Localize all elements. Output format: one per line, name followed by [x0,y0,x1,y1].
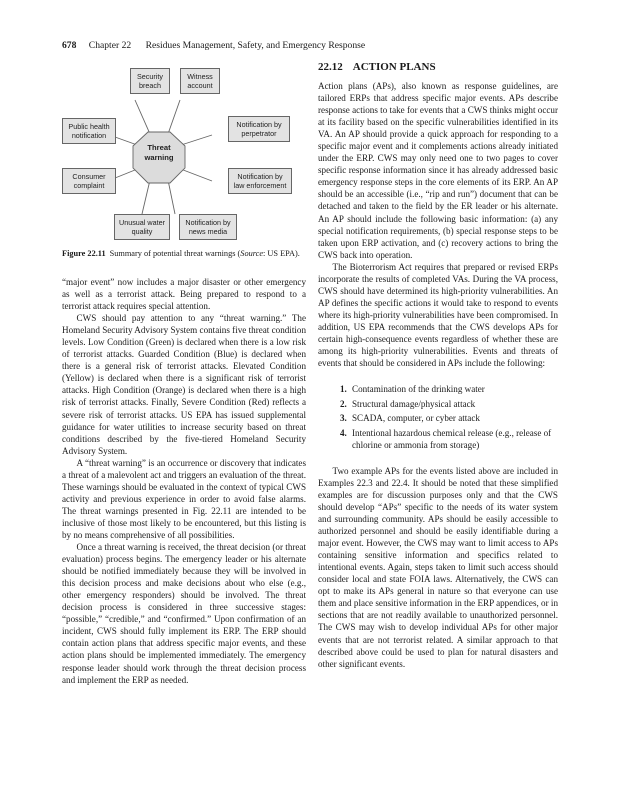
node-unusual-water-quality: Unusual water quality [114,214,170,240]
caption-label: Figure 22.11 [62,249,106,258]
node-witness-account: Witness account [180,68,220,94]
event-list [318,383,558,451]
paragraph: A “threat warning” is an occurrence or discovery that indicates a threat of a malevolent act and triggers an evaluation of the threat. These warnings should be evaluated in the context of typical CWS activity and previous experience in order to avoid false alarms. The threat warnings presented in Fig. 22.11 are intended to be inclusive of those most likely to be encountered, but this listing is by no means comprehensive of all possibilities. [62,457,306,540]
node-consumer-complaint: Consumer complaint [62,168,116,194]
paragraph: CWS should pay attention to any “threat warning.” The Homeland Security Advisory System contains five threat condition levels. Low Condition (Green) is declared when there is a low risk of terrorist attacks. Guarded Condition (Blue) is declared when there is a general risk of terrorist attacks. Elevated Condition (Yellow) is declared when there is a significant risk of terrorist attacks. High Condition (Orange) is declared when there is a high risk of terrorist attacks. Finally, Severe Condition (Red) reflects a severe risk of terrorist attacks. US EPA has issued supplemental guidance for water utilities to increase security based on threat conditions described by the five-tiered Homeland Security Advisory System. [62,313,306,456]
list-item: 1. Contamination of the drinking water [340,384,485,395]
chapter-title: Residues Management, Safety, and Emergency Response [145,40,366,51]
node-notification-law-enforcement: Notification by law enforcement [228,168,292,194]
node-security-breach: Security breach [130,68,170,94]
list-item: 3. SCADA, computer, or cyber attack [340,413,480,424]
connector-news-media [168,180,175,214]
figure-caption: Figure 22.11 Summary of potential threat warnings (Source: US EPA). [62,249,300,258]
threat-warning-diagram [62,64,306,244]
right-column [318,60,558,670]
node-notification-perpetrator: Notification by perpetrator [228,116,290,142]
left-column [62,276,306,686]
connector-witness-account [168,100,180,134]
page-number: 678 [62,40,77,51]
paragraph: “major event” now includes a major disaster or other emergency as well as a terrorist attack. Being prepared to respond to a terrorist attack requires special attention. [62,277,306,312]
node-notification-news-media: Notification by news media [179,214,237,240]
connector-security-breach [135,100,150,134]
section-heading: 22.12 ACTION PLANS [318,61,436,73]
node-public-health-notification: Public health notification [62,118,116,144]
running-header [62,40,365,51]
paragraph: Once a threat warning is received, the threat decision (or threat evaluation) process begins. The emergency leader or his alternate should be notified immediately because they will be involved in this decision process and make decisions about who else (e.g., other emergency responders) should be involved. The threat decision process is considered in three successive stages: “possible,” “credible,” and “confirmed.” Upon confirmation of an incident, CWS should fully implement its ERP. The ERP should contain action plans that address specific major events, and these action plans should be implemented immediately. The emergency response leader should work through the threat decision process and implement the ERP as needed. [62,542,306,685]
paragraph: The Bioterrorism Act requires that prepared or revised ERPs incorporate the results of completed VAs. During the VA process, CWS should have determined its high-priority vulnerabilities. An AP defines the specific actions it would take to respond to events where its high-priority vulnerabilities have been compromised. In addition, US EPA recommends that the CWS develops APs for certain high-consequence events regardless of whether these are among its high-priority vulnerabilities. Events and threats of events that should be considered in APs include the following: [318,261,558,369]
threat-warning-label: Threat warning [144,143,174,162]
paragraph: Action plans (APs), also known as response guidelines, are tailored ERPs that address specific major events. APs describe response actions to take for events that a CWS thinks might occur at its facility based on the specific vulnerabilities identified in its VA. An AP should provide a quick approach for responding to a specific major event and it complements actions already initiated under the ERP. CWS may only need one to two pages to cover specific response information since it has already addressed basic emergency response steps in the core elements of its ERP. An AP should be an accessible (i.e., “rip and run”) document that can be detached and taken to the field by the ER leader or his alternate. An AP should include the following basic information: (a) any special notification requirements, (b) special response steps to be taken upon ERP activation, and (c) recovery actions to bring the CWS back into operation. [318,81,558,260]
paragraph: Two example APs for the events listed above are included in Examples 22.3 and 22.4. It should be noted that these simplified examples are for discussion purposes only and that the CWS should develop “APs” specific to the needs of its water system and surrounding community. APs should be easily accessible to authorized personnel and should be easily identifiable during a major event. However, the CWS may want to limit access to APs containing sensitive information and specifics related to intentional events. Again, steps taken to limit such access should consider local and state FOIA laws. Alternatively, the CWS can opt to make its APs general in nature so that everyone can use them and place sensitive information in the ERP appendices, or in sections that are not readily available to unauthorized personnel. The CWS may wish to develop individual APs for other major events that are not terrorist related. A similar approach to that described above could be used to plan for natural disasters and other significant events. [318,465,558,669]
list-item: 2. Structural damage/physical attack [340,398,476,409]
chapter-number: Chapter 22 [88,40,132,51]
connector-water-quality [142,180,150,214]
list-item: 4. Intentional hazardous chemical release (e.g., release of chlorine or ammonia from storage) [340,427,552,450]
